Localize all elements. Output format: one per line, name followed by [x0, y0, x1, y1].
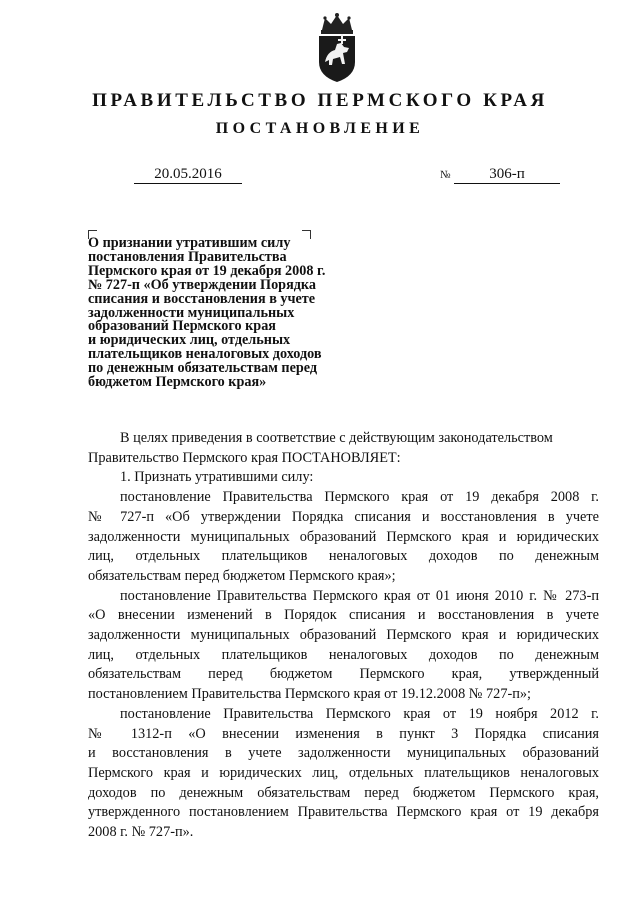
body-line: постановление Правительства Пермского края от 19 декабря 2008 г. [120, 489, 599, 506]
subject-line: О признании утратившим силу [88, 235, 291, 251]
body-line: лиц, отдельных плательщиков неналоговых доходов по денежным [88, 548, 599, 565]
subject-line: Пермского края от 19 декабря 2008 г. [88, 262, 326, 279]
body-line: постановление Правительства Пермского края от 19 ноября 2012 г. [120, 705, 599, 722]
body-line: доходов по денежным обязательствам перед бюджетом Пермского края, [88, 784, 599, 801]
body-line: В целях приведения в соответствие с действующим законодательством [120, 430, 553, 446]
subject-line: № 727-п «Об утверждении Порядка [88, 276, 316, 293]
subject-line: по денежным обязательствам перед [88, 360, 318, 377]
government-title: ПРАВИТЕЛЬСТВО ПЕРМСКОГО КРАЯ [92, 90, 548, 111]
subject-line: списания и восстановления в учете [88, 290, 316, 307]
subject-line: бюджетом Пермского края» [88, 374, 267, 391]
body-line: задолженности муниципальных образований Пермского края и юридических [88, 627, 599, 644]
body-line: обязательствам перед бюджетом Пермского края»; [88, 567, 396, 584]
subject-line: образований Пермского края [88, 318, 276, 335]
body-line: 2008 г. № 727-п». [88, 824, 194, 841]
body-line: обязательствам перед бюджетом Пермского края, утвержденный [88, 666, 599, 683]
document-type: ПОСТАНОВЛЕНИЕ [215, 120, 425, 137]
body-line: и восстановления в учете задолженности муниципальных образований [88, 745, 599, 762]
body-line: № 727-п «Об утверждении Порядка списания и восстановления в учете [88, 508, 599, 525]
body-line: задолженности муниципальных образований Пермского края и юридических [88, 528, 599, 545]
document-body [88, 429, 599, 843]
body-line: «О внесении изменений в Порядок списания и восстановления в учете [88, 607, 599, 624]
coat-of-arms-icon [313, 12, 361, 84]
body-line: Пермского края и юридических лиц, отдельных плательщиков неналоговых [88, 764, 599, 781]
subject-line: плательщиков неналоговых доходов [88, 346, 322, 363]
body-line: Правительство Пермского края ПОСТАНОВЛЯЕТ: [88, 449, 401, 466]
subject-line: и юридических лиц, отдельных [88, 332, 291, 349]
body-line: постановление Правительства Пермского края от 01 июня 2010 г. № 273-п [120, 587, 599, 604]
body-line: № 1312-п «О внесении изменения в пункт 3 Порядка списания [88, 725, 599, 742]
document-number: 306-п [454, 165, 560, 184]
subject-line: задолженности муниципальных [88, 304, 295, 321]
document-date: 20.05.2016 [134, 165, 242, 184]
body-line: 1. Признать утратившими силу: [120, 469, 314, 486]
body-line: утвержденного постановлением Правительства Пермского края от 19 декабря [88, 804, 599, 821]
body-line: лиц, отдельных плательщиков неналоговых доходов по денежным [88, 646, 599, 663]
document-subject [88, 237, 378, 390]
body-line: постановлением Правительства Пермского края от 19.12.2008 № 727-п»; [88, 686, 531, 703]
subject-line: постановления Правительства [88, 248, 287, 265]
number-sign: № [440, 169, 451, 181]
